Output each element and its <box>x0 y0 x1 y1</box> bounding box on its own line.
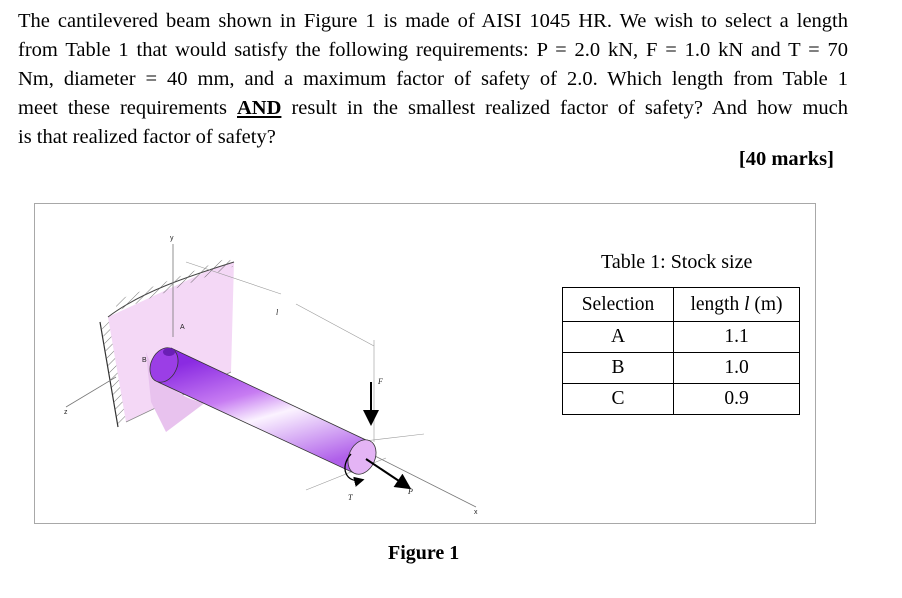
header-length <box>674 288 800 322</box>
table-row <box>563 384 800 415</box>
emphasis-and: AND <box>237 97 282 119</box>
header-length-label: length <box>690 293 740 315</box>
header-length-var: l <box>744 293 750 315</box>
label-z: z <box>64 409 68 416</box>
cell-selection: A <box>563 322 674 353</box>
header-selection: Selection <box>563 288 674 322</box>
label-B: B <box>142 357 147 364</box>
stock-size-table <box>562 287 800 415</box>
cell-selection: C <box>563 384 674 415</box>
cell-length: 0.9 <box>674 384 800 415</box>
table-row <box>563 322 800 353</box>
label-A: A <box>180 324 185 331</box>
label-length: l <box>276 308 279 317</box>
table-caption: Table 1: Stock size <box>601 251 753 273</box>
label-T: T <box>348 493 353 502</box>
label-F: F <box>378 377 383 386</box>
question-line-4-end: result in the smallest realized factor of safety? And how much <box>291 97 849 119</box>
question-text <box>18 7 848 152</box>
question-line-2: from Table 1 that would satisfy the following requirements: P = 2.0 kN, F = 1.0 kN and T = 70 <box>18 39 848 61</box>
question-line-4-start: meet these requirements <box>18 97 227 119</box>
marks-label: [40 marks] <box>738 148 834 170</box>
question-line-1: The cantilevered beam shown in Figure 1 is made of AISI 1045 HR. We wish to select a length <box>18 10 848 32</box>
table-row <box>563 353 800 384</box>
question-line-5: is that realized factor of safety? <box>18 126 276 148</box>
table-header-row <box>563 288 800 322</box>
cell-length: 1.0 <box>674 353 800 384</box>
cell-length: 1.1 <box>674 322 800 353</box>
header-length-unit: (m) <box>754 293 783 315</box>
question-line-4 <box>18 94 848 123</box>
cantilever-beam-diagram <box>56 222 496 522</box>
label-x: x <box>474 509 478 516</box>
label-P: P <box>408 487 413 496</box>
label-y: y <box>170 235 174 242</box>
figure-caption: Figure 1 <box>388 542 460 564</box>
question-line-3: Nm, diameter = 40 mm, and a maximum factor of safety of 2.0. Which length from Table 1 <box>18 68 848 90</box>
cell-selection: B <box>563 353 674 384</box>
